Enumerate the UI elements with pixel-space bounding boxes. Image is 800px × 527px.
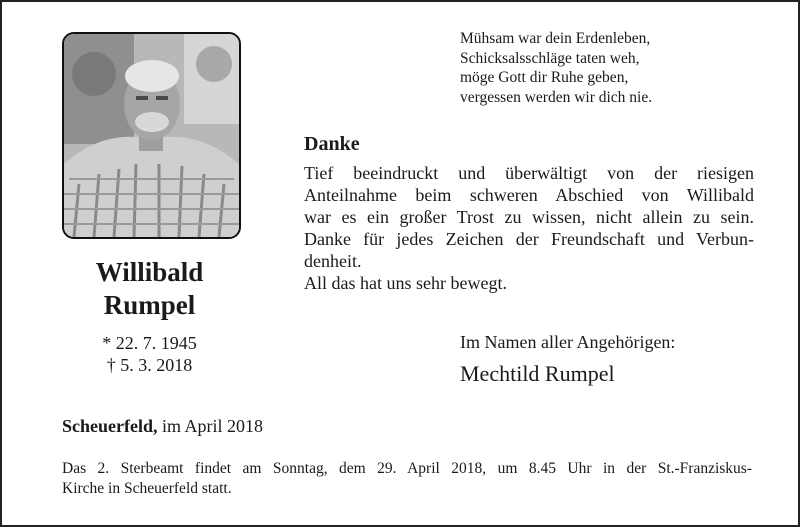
birth-date: * 22. 7. 1945 — [102, 333, 197, 353]
thanks-heading: Danke — [304, 133, 360, 155]
signature-label: Im Namen aller Angehörigen: — [460, 332, 676, 352]
place-and-date — [62, 416, 263, 437]
thanks-line: war es ein großer Trost zu wissen, nicht allein zu sein. — [304, 207, 754, 227]
memorial-poem — [460, 29, 652, 107]
life-dates — [62, 332, 237, 376]
deceased-last-name: Rumpel — [103, 290, 196, 320]
thanks-line: denheit. — [304, 251, 362, 271]
poem-line: Schicksalsschläge taten weh, — [460, 49, 640, 67]
poem-line: möge Gott dir Ruhe geben, — [460, 69, 629, 86]
service-line: Kirche in Scheuerfeld statt. — [62, 480, 232, 497]
thanks-message — [304, 162, 754, 294]
place-date: im April 2018 — [161, 416, 263, 436]
deceased-first-name: Willibald — [95, 257, 204, 287]
thanks-line: Danke für jedes Zeichen der Freundschaft und Verbun- — [304, 229, 754, 249]
thanks-line: All das hat uns sehr bewegt. — [304, 273, 507, 293]
poem-line: Mühsam war dein Erdenleben, — [460, 30, 651, 47]
signature-name: Mechtild Rumpel — [460, 361, 615, 386]
poem-line: vergessen werden wir dich nie. — [460, 88, 653, 106]
portrait-photo — [62, 32, 241, 239]
deceased-name — [62, 256, 237, 322]
place-town: Scheuerfeld, — [62, 416, 158, 436]
thanks-line: Tief beeindruckt und überwältigt von der riesigen — [304, 163, 754, 183]
death-date: † 5. 3. 2018 — [106, 355, 193, 375]
portrait-image — [64, 34, 239, 237]
service-announcement — [62, 459, 752, 499]
service-line: Das 2. Sterbeamt findet am Sonntag, dem 29. April 2018, um 8.45 Uhr in der St.-Franziskus- — [62, 460, 752, 477]
thanks-line: Anteilnahme beim schweren Abschied von Willibald — [304, 185, 754, 205]
